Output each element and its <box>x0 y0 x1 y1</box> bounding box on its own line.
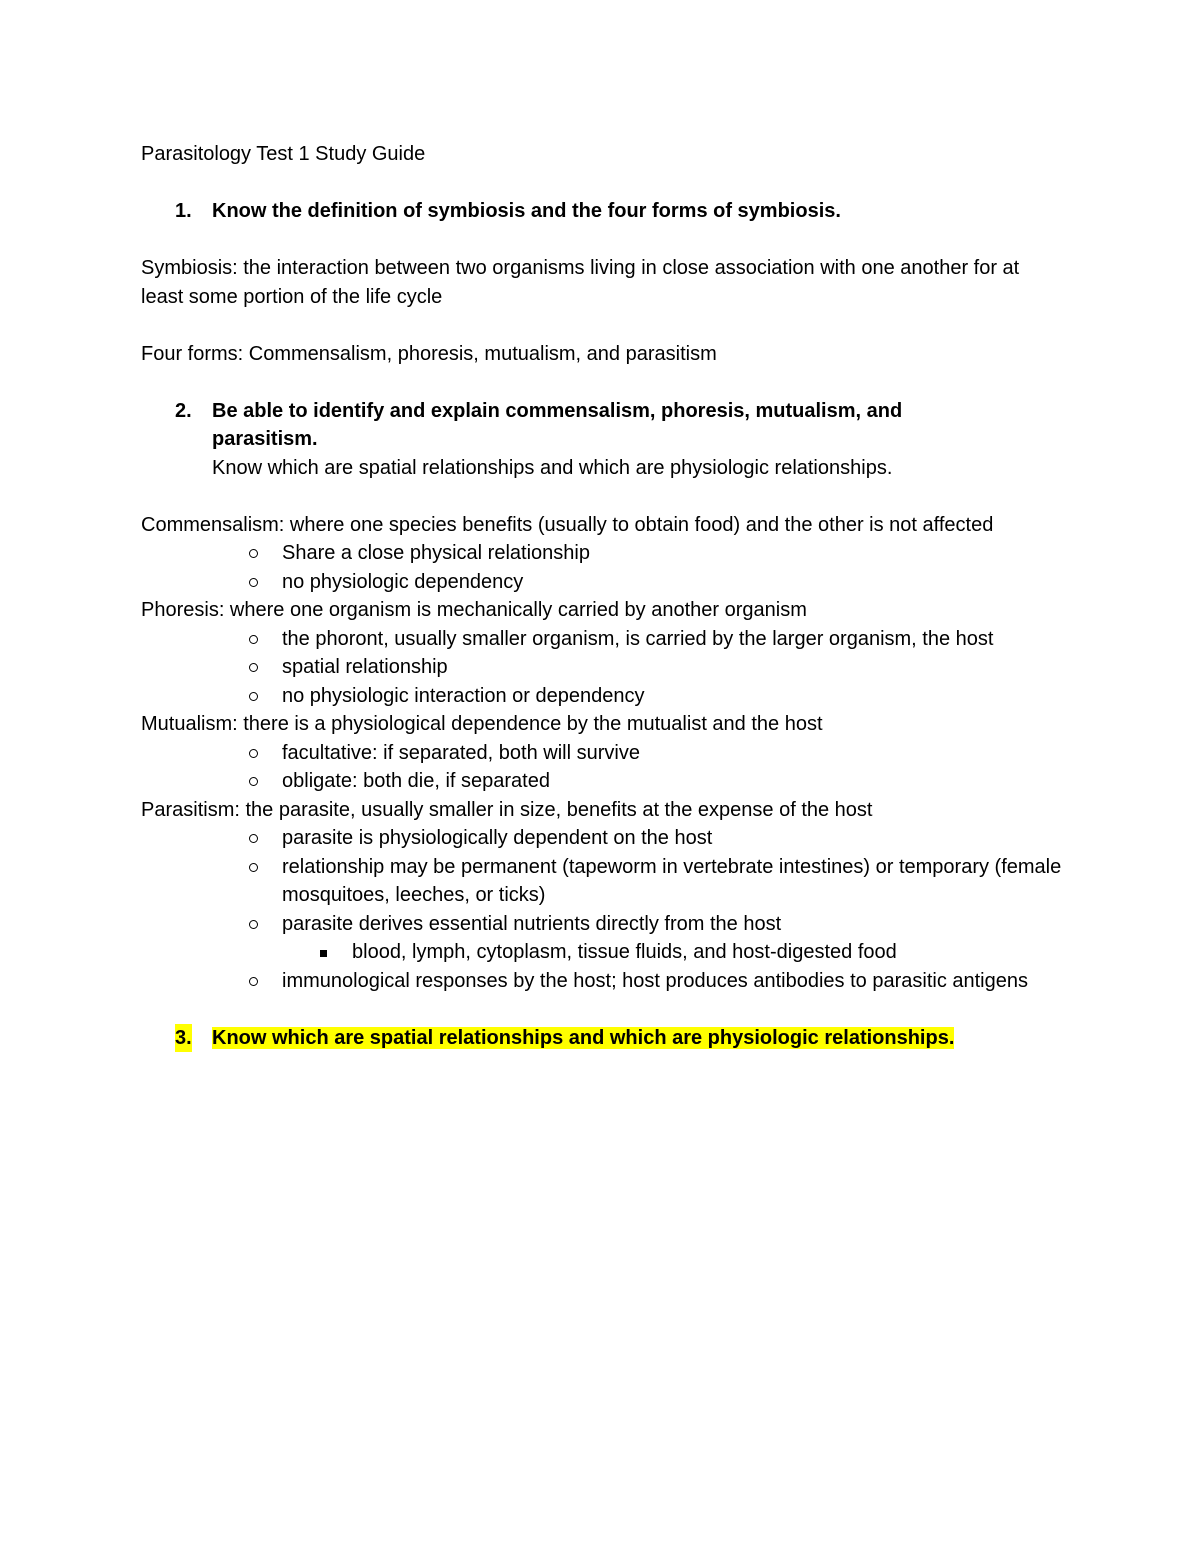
hollow-circle-bullet-icon <box>248 967 262 996</box>
blank-line <box>141 169 1061 198</box>
document-page <box>141 140 1061 1052</box>
hollow-circle-bullet-icon <box>248 682 262 711</box>
commensalism-definition: Commensalism: where one species benefits (usually to obtain food) and the other is not affected <box>141 513 994 536</box>
question-1-number: 1. <box>175 200 192 222</box>
mutualism-definition: Mutualism: there is a physiological dependence by the mutualist and the host <box>141 713 823 735</box>
hollow-circle-bullet-icon <box>248 539 262 568</box>
question-1-text: Know the definition of symbiosis and the four forms of symbiosis. <box>212 200 841 222</box>
blank-line <box>141 368 1061 397</box>
list-item: no physiologic interaction or dependency <box>141 682 1061 711</box>
four-forms: Four forms: Commensalism, phoresis, mutualism, and parasitism <box>141 342 717 365</box>
question-2-number: 2. <box>175 399 192 422</box>
hollow-circle-bullet-icon <box>248 853 262 882</box>
question-1 <box>141 197 1061 226</box>
list-item: facultative: if separated, both will survive <box>141 739 1061 768</box>
filled-square-bullet-icon <box>320 950 327 957</box>
question-3-text: Know which are spatial relationships and which are physiologic relationships. <box>212 1026 955 1049</box>
list-item: parasite is physiologically dependent on the host <box>141 824 1061 853</box>
question-3 <box>141 1024 1061 1053</box>
question-2-note: Know which are spatial relationships and which are physiologic relationships. <box>212 456 893 479</box>
list-item: relationship may be permanent (tapeworm in vertebrate intestines) or temporary (female mosquitoes, leeches, or ticks) <box>141 853 1062 910</box>
hollow-circle-bullet-icon <box>248 824 262 853</box>
list-item: obligate: both die, if separated <box>141 767 1061 796</box>
list-item: spatial relationship <box>141 653 1061 682</box>
question-2 <box>141 397 972 454</box>
sub-list-item: blood, lymph, cytoplasm, tissue fluids, and host-digested food <box>141 938 1061 967</box>
hollow-circle-bullet-icon <box>248 910 262 939</box>
symbiosis-definition: Symbiosis: the interaction between two organisms living in close association with one another for at least some portion of the life cycle <box>141 257 1020 308</box>
list-item: immunological responses by the host; host produces antibodies to parasitic antigens <box>141 967 1062 996</box>
hollow-circle-bullet-icon <box>248 568 262 597</box>
blank-line <box>141 311 1061 340</box>
phoresis-definition: Phoresis: where one organism is mechanically carried by another organism <box>141 599 807 621</box>
hollow-circle-bullet-icon <box>248 739 262 768</box>
hollow-circle-bullet-icon <box>248 767 262 796</box>
question-3-number: 3. <box>175 1024 192 1053</box>
hollow-circle-bullet-icon <box>248 625 262 654</box>
parasitism-definition: Parasitism: the parasite, usually smaller in size, benefits at the expense of the host <box>141 798 873 821</box>
blank-line <box>141 995 1061 1024</box>
question-2-text: Be able to identify and explain commensalism, phoresis, mutualism, and parasitism. <box>212 399 903 450</box>
list-item: no physiologic dependency <box>141 568 1061 597</box>
blank-line <box>141 226 1061 255</box>
list-item: Share a close physical relationship <box>141 539 1061 568</box>
blank-line <box>141 482 1061 511</box>
list-item: parasite derives essential nutrients directly from the host <box>141 910 1061 939</box>
list-item: the phoront, usually smaller organism, is carried by the larger organism, the host <box>141 625 1061 654</box>
document-title: Parasitology Test 1 Study Guide <box>141 143 426 165</box>
hollow-circle-bullet-icon <box>248 653 262 682</box>
